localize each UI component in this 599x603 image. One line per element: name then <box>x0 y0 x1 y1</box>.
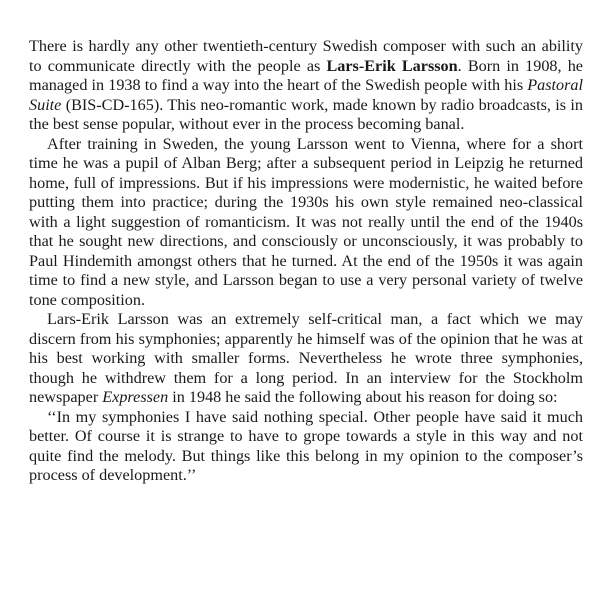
text-segment: (BIS-CD-165). This neo-romantic work, made known by radio broadcasts, is in the best sense popular, without ever in the process becoming banal. <box>29 95 583 133</box>
paragraph-symphonies <box>29 310 583 408</box>
composer-name: Lars-Erik Larsson <box>326 56 458 75</box>
text-segment: There is hardly any other twentieth-century Swedish composer with such an ability to communicate directly with the people as <box>29 37 583 75</box>
paragraph-training <box>29 135 583 311</box>
paragraph-quote <box>29 408 583 486</box>
text-segment: . Born in 1908, he managed in 1938 to find a way into the heart of the Swedish people with his <box>29 56 583 94</box>
document-page <box>29 37 583 486</box>
text-segment: After training in Sweden, the young Larsson went to Vienna, where for a short time he was a pupil of Alban Berg; after a subsequent period in Leipzig he returned home, full of impressions. But if his impressions were modernistic, he waited before putting them into practice; during the 1930s his own style remained neo-classical with a light suggestion of romanticism. It was not really until the end of the 1940s that he sought new directions, and consciously or unconsciously, it was probably to Paul Hindemith amongst others that he turned. At the end of the 1950s it was again time to find a new style, and Larsson began to use a very personal variety of twelve tone composition. <box>29 134 583 309</box>
paragraph-intro <box>29 37 583 135</box>
text-segment: Lars-Erik Larsson was an extremely self-critical man, a fact which we may discern from his symphonies; apparently he himself was of the opinion that he was at his best working with smaller forms. Nevertheless he wrote three symphonies, though he withdrew them for a long period. In an interview for the Stockholm newspaper <box>29 310 583 406</box>
text-segment: in 1948 he said the following about his reason for doing so: <box>168 388 558 406</box>
work-title: Pastoral Suite <box>29 76 583 114</box>
quote-text: ‘‘In my symphonies I have said nothing special. Other people have said it much better. Of course it is strange to have to grope towards a style in this way and not quite find the melody. But things like this belong in my opinion to the composer’s process of development.’’ <box>29 407 583 484</box>
newspaper-title: Expressen <box>102 388 169 406</box>
